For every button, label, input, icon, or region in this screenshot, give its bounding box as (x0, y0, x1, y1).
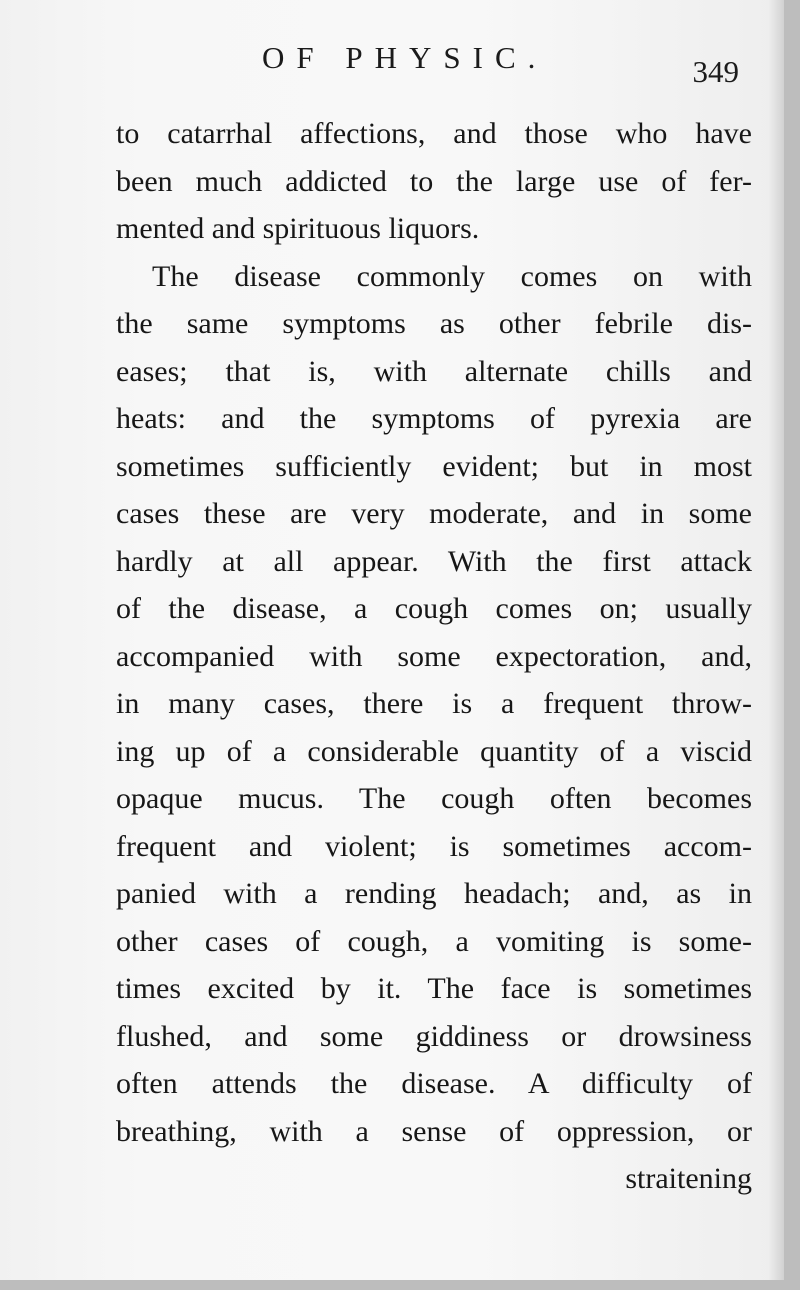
text-line: mented and spirituous liquors. (116, 212, 480, 245)
text-line: heats: and the symptoms of pyrexia are (116, 402, 752, 435)
text-line: to catarrhal affections, and those who have (116, 117, 752, 150)
text-line: sometimes sufficiently evident; but in most (116, 449, 752, 483)
paragraph-start-line: The disease commonly comes on with (152, 259, 752, 293)
text-line: flushed, and some giddiness or drowsiness (116, 1019, 752, 1053)
text-line: breathing, with a sense of oppression, or (116, 1114, 752, 1148)
text-line: in many cases, there is a frequent throw- (116, 687, 752, 720)
text-line: cases these are very moderate, and in some (116, 497, 752, 530)
catchword: straitening (625, 1162, 752, 1195)
text-line: hardly at all appear. With the first attack (116, 544, 752, 578)
page-number: 349 (692, 54, 739, 89)
text-line: opaque mucus. The cough often becomes (116, 782, 752, 815)
text-line: panied with a rending headach; and, as in (116, 877, 752, 910)
text-line: the same symptoms as other febrile dis- (116, 307, 752, 340)
text-line: been much addicted to the large use of fer- (116, 164, 752, 198)
text-line: times excited by it. The face is sometimes (116, 972, 752, 1005)
text-line: other cases of cough, a vomiting is some- (116, 924, 752, 958)
text-line: frequent and violent; is sometimes accom- (116, 829, 752, 863)
text-line: often attends the disease. A difficulty of (116, 1067, 752, 1100)
text-line: eases; that is, with alternate chills and (116, 354, 752, 388)
text-line: accompanied with some expectoration, and, (116, 639, 752, 673)
page-edge-shadow (768, 0, 784, 1280)
text-line: of the disease, a cough comes on; usually (116, 592, 752, 625)
running-head: OF PHYSIC. (262, 40, 548, 75)
body-text (116, 110, 752, 1203)
text-line: ing up of a considerable quantity of a viscid (116, 734, 752, 768)
